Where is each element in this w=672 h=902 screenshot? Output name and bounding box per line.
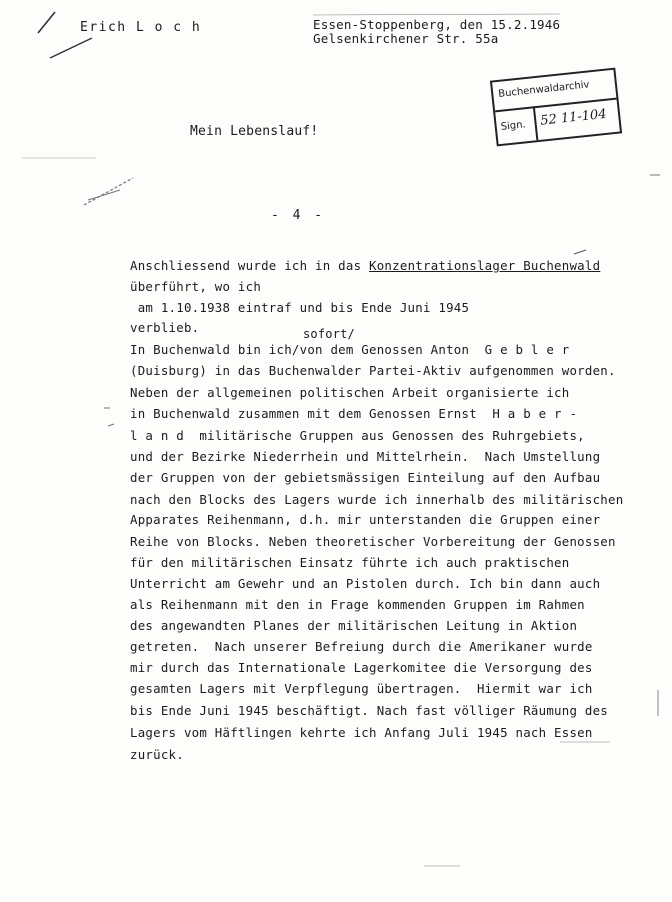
body-line: Lagers vom Häftlingen kehrte ich Anfang Juli 1945 nach Essen bbox=[130, 725, 593, 740]
handwritten-insertion: sofort/ bbox=[303, 327, 355, 341]
body-line: als Reihenmann mit den in Frage kommenden Gruppen im Rahmen bbox=[130, 597, 585, 612]
body-line: mir durch das Internationale Lagerkomitee die Versorgung des bbox=[130, 660, 593, 675]
body-line: Apparates Reihenmann, d.h. mir unterstanden die Gruppen einer bbox=[130, 512, 601, 527]
stamp-archive-label: Buchenwaldarchiv bbox=[497, 79, 590, 100]
document-title: Mein Lebenslauf! bbox=[190, 124, 319, 139]
author-name: Erich L o c h bbox=[80, 20, 202, 35]
address: Gelsenkirchener Str. 55a bbox=[313, 31, 499, 46]
body-line: verblieb. bbox=[130, 320, 200, 335]
underlined-phrase: Konzentrationslager Buchenwald bbox=[369, 258, 601, 273]
body-line: für den militärischen Einsatz führte ich auch praktischen bbox=[130, 555, 570, 570]
body-line: bis Ende Juni 1945 beschäftigt. Nach fast völliger Räumung des bbox=[130, 703, 609, 718]
stamp-signature: 52 11-104 bbox=[539, 106, 608, 129]
body-line: nach den Blocks des Lagers wurde ich innerhalb des militärischen bbox=[130, 492, 624, 507]
body-line: Unterricht am Gewehr und an Pistolen durch. Ich bin dann auch bbox=[130, 576, 601, 591]
stamp-sign-label: Sign. bbox=[500, 119, 527, 133]
place-date: Essen-Stoppenberg, den 15.2.1946 bbox=[313, 17, 561, 32]
body-line: In Buchenwald bin ich/von dem Genossen Anton G e b l e r bbox=[130, 342, 570, 357]
body-line: überführt, wo ich bbox=[130, 279, 262, 294]
body-line: der Gruppen von der gebietsmässigen Einteilung auf den Aufbau bbox=[130, 470, 601, 485]
body-line: Neben der allgemeinen politischen Arbeit organisierte ich bbox=[130, 385, 570, 400]
body-line: in Buchenwald zusammen mit dem Genossen Ernst H a b e r - bbox=[130, 406, 578, 421]
page-number: - 4 - bbox=[271, 208, 326, 223]
body-line: zurück. bbox=[130, 747, 184, 762]
body-line: am 1.10.1938 eintraf und bis Ende Juni 1945 bbox=[130, 300, 470, 315]
body-line bbox=[130, 258, 600, 273]
body-line: l a n d militärische Gruppen aus Genossen des Ruhrgebiets, bbox=[130, 428, 585, 443]
body-line-text: Anschliessend wurde ich in das bbox=[130, 258, 370, 273]
body-line: des angewandten Planes der militärischen Leitung in Aktion bbox=[130, 618, 578, 633]
stamp-divider bbox=[533, 106, 539, 140]
body-line: (Duisburg) in das Buchenwalder Partei-Aktiv aufgenommen worden. bbox=[130, 363, 616, 378]
archive-stamp bbox=[490, 68, 622, 147]
body-line: und der Bezirke Niederrhein und Mittelrhein. Nach Umstellung bbox=[130, 449, 601, 464]
body-line: gesamten Lagers mit Verpflegung übertragen. Hiermit war ich bbox=[130, 681, 593, 696]
body-line: Reihe von Blocks. Neben theoretischer Vorbereitung der Genossen bbox=[130, 534, 616, 549]
body-line: getreten. Nach unserer Befreiung durch die Amerikaner wurde bbox=[130, 639, 593, 654]
